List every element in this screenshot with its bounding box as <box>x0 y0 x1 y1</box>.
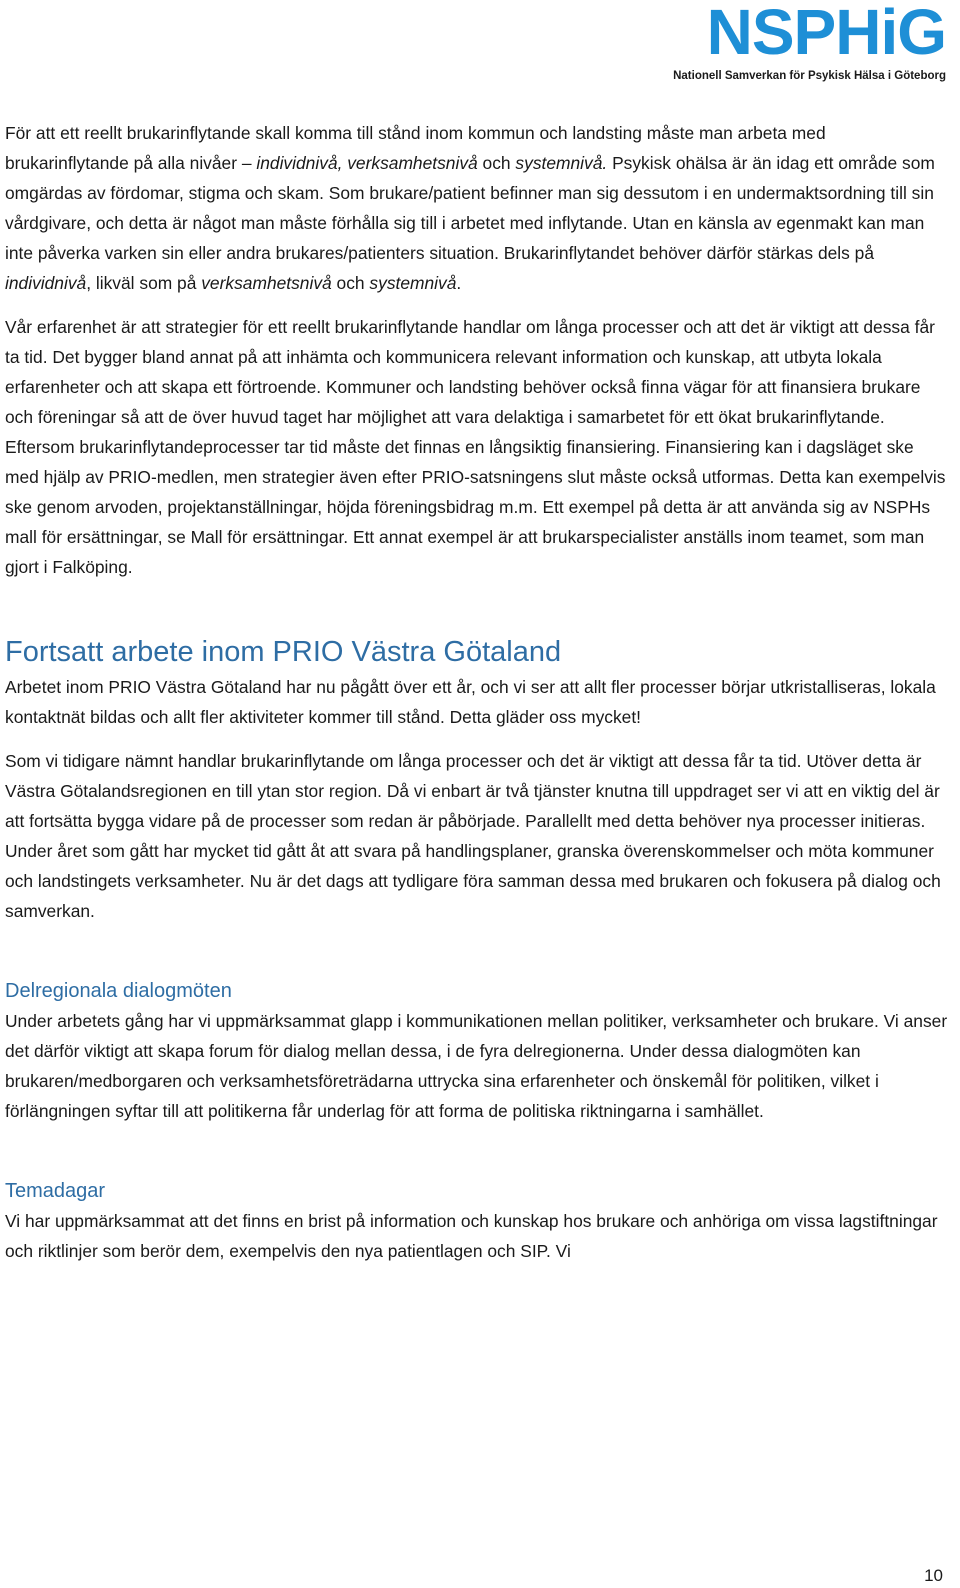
logo-wordmark: NSPHiG <box>706 0 946 68</box>
italic-run: verksamhetsnivå <box>201 273 332 293</box>
paragraph-dialogmoten: Under arbetets gång har vi uppmärksammat glapp i kommunikationen mellan politiker, verksamheter och brukare. Vi anser det därför viktigt att skapa forum för dialog mellan dessa, i de fyra delregionerna. Under dessa dialogmöten kan brukaren/medborgaren och verksamhetsföreträdarna uttrycka sina erfarenheter och önskemål för politiken, vilket i förlängningen syftar till att politikerna får underlag för att forma de politiska riktningarna i samhället. <box>5 1011 948 1121</box>
text-run: Psykisk ohälsa är än idag ett område som omgärdas av fördomar, stigma och skam. Som brukare/patient befinner man sig dessutom i en undermaktsordning till sin vårdgivare, och detta är något man måste förhålla sig till i arbetet med inflytande. Utan en känsla av egenmakt kan man inte påverka varken sin eller andra brukares/patienters situation. Brukarinflytandet behöver därför stärkas dels på <box>5 153 935 263</box>
paragraph-temadagar: Vi har uppmärksammat att det finns en brist på information och kunskap hos brukare och anhöriga om vissa lagstiftningar och riktlinjer som berör dem, exempelvis den nya patientlagen och SIP. Vi <box>5 1211 938 1261</box>
nsphig-logo <box>673 0 946 82</box>
paragraph-langa-processer: Som vi tidigare nämnt handlar brukarinflytande om långa processer och det är viktigt att dessa får ta tid. Utöver detta är Västra Götalandsregionen en till ytan stor region. Då vi enbart är två tjänster knutna till uppdraget ser vi att en viktig del är att fortsätta bygga vidare på de processer som redan är påbörjade. Parallellt med detta behöver nya processer initieras. Under året som gått har mycket tid gått åt att svara på handlingsplaner, granska överenskommelser och möta kommuner och landstingets verksamheter. Nu är det dags att tydligare föra samman dessa med brukaren och fokusera på dialog och samverkan. <box>5 751 941 921</box>
heading-fortsatt-arbete: Fortsatt arbete inom PRIO Västra Götaland <box>5 636 562 668</box>
text-run: och <box>477 153 516 173</box>
text-run: . <box>456 273 462 293</box>
text-run: , likväl som på <box>86 273 202 293</box>
italic-run: systemnivå <box>369 273 457 293</box>
paragraph-strategies: Vår erfarenhet är att strategier för ett reellt brukarinflytande handlar om långa processer och att det är viktigt att dessa får ta tid. Det bygger bland annat på att inhämta och kommunicera relevant information och kunskap, att utbyta lokala erfarenheter och att skapa ett förtroende. Kommuner och landsting behöver också finna vägar för att finansiera brukare och föreningar så att de över huvud taget har möjlighet att vara delaktiga i samarbetet för ett ökat brukarinflytande. Eftersom brukarinflytandeprocesser tar tid måste det finnas en långsiktig finansiering. Finansiering kan i dagsläget ske med hjälp av PRIO-medlen, men strategier även efter PRIO-satsningens slut måste också utformas. Detta kan exempelvis ske genom arvoden, projektanställningar, höjda föreningsbidrag m.m. Ett exempel på detta är att använda sig av NSPHs mall för ersättningar, se Mall för ersättningar. Ett annat exempel är att brukarspecialister anställs inom teamet, som man gjort i Falköping. <box>5 317 946 577</box>
paragraph-prio-arbete: Arbetet inom PRIO Västra Götaland har nu pågått över ett år, och vi ser att allt fler processer börjar utkristalliseras, lokala kontaktnät bildas och allt fler aktiviteter kommer till stånd. Detta gläder oss mycket! <box>5 677 936 727</box>
paragraph-intro <box>5 118 950 298</box>
text-run: och <box>331 273 370 293</box>
italic-run: individnivå <box>5 273 87 293</box>
page-number: 10 <box>924 1566 943 1585</box>
logo-tagline: Nationell Samverkan för Psykisk Hälsa i Göteborg <box>673 70 946 82</box>
heading-delregionala-dialogmoten: Delregionala dialogmöten <box>5 980 232 1002</box>
document-body <box>5 118 950 1266</box>
italic-run: systemnivå. <box>515 153 608 173</box>
heading-temadagar: Temadagar <box>5 1180 106 1202</box>
italic-run: individnivå, verksamhetsnivå <box>256 153 478 173</box>
text-run: För att ett reellt brukarinflytande skall komma till stånd inom kommun och landsting måste man arbeta med brukarinflytande på alla nivåer – <box>5 123 826 173</box>
